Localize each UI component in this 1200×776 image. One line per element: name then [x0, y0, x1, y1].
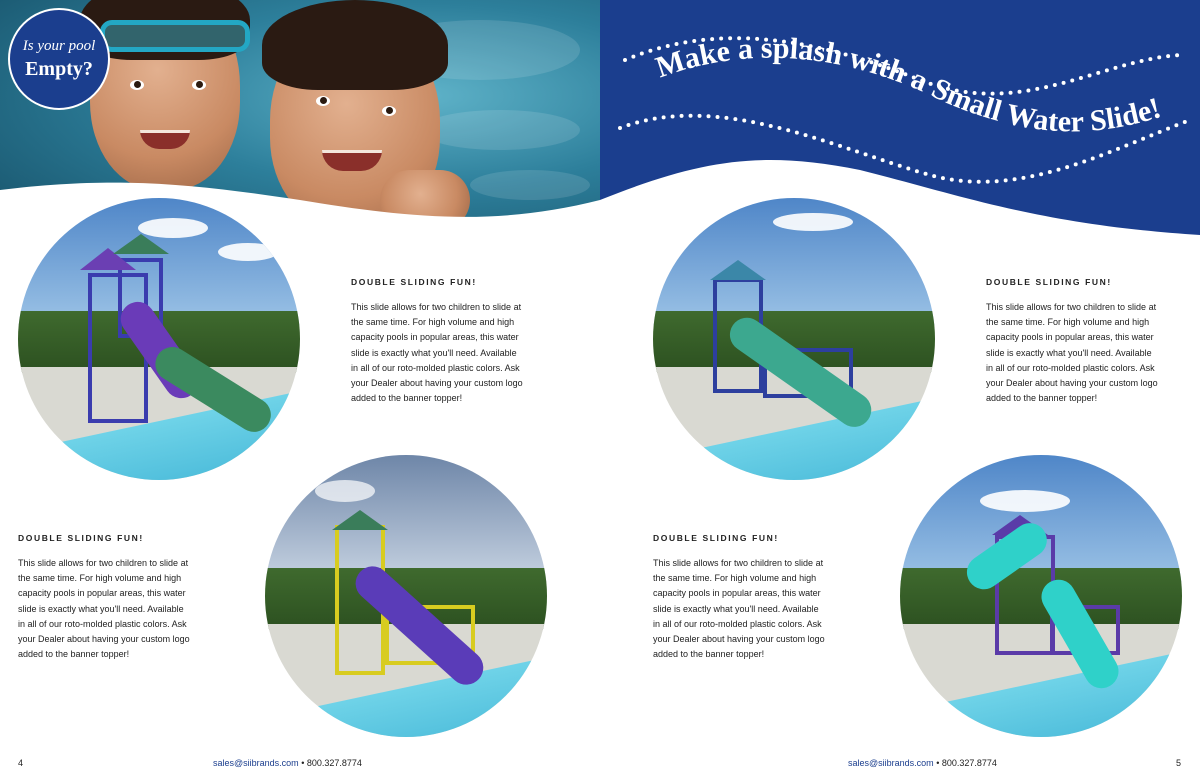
body-line: capacity pools in popular areas, this water	[18, 588, 186, 599]
body-line: capacity pools in popular areas, this water	[653, 588, 821, 599]
badge-line-2: Empty?	[25, 58, 93, 80]
footer-phone[interactable]: 800.327.8774	[941, 758, 997, 768]
body-line: slide is exactly what you'll need. Available	[653, 603, 819, 614]
description-body	[18, 556, 218, 662]
body-line: in all of our roto-molded plastic colors. Ask	[18, 618, 187, 629]
footer-phone[interactable]: 800.327.8774	[306, 758, 362, 768]
body-line: the same time. For high volume and high	[653, 573, 817, 584]
body-line: This slide allows for two children to slide at	[18, 558, 189, 568]
footer-contact-left	[213, 758, 362, 768]
body-line: added to the banner topper!	[18, 649, 130, 660]
page-number-left: 4	[18, 758, 24, 768]
headline-text: Make a splash with a Small Water Slide!	[651, 31, 1165, 139]
page-number-right: 5	[1176, 758, 1182, 768]
body-line: in all of our roto-molded plastic colors. Ask	[653, 618, 822, 629]
body-line: slide is exactly what you'll need. Available	[18, 603, 184, 614]
body-line: This slide allows for two children to slide at	[351, 302, 522, 312]
body-line: slide is exactly what you'll need. Available	[986, 347, 1152, 358]
body-line: the same time. For high volume and high	[351, 317, 515, 328]
footer-email[interactable]: sales@siibrands.com	[213, 758, 299, 768]
badge-line-1: Is your pool	[22, 38, 96, 54]
slide-photo-1	[18, 198, 300, 480]
description-block-1	[351, 277, 551, 406]
description-block-3	[986, 277, 1186, 406]
body-line: capacity pools in popular areas, this water	[986, 332, 1154, 343]
body-line: your Dealer about having your custom logo	[351, 378, 523, 389]
description-body	[986, 300, 1186, 406]
body-line: the same time. For high volume and high	[986, 317, 1150, 328]
footer-separator: •	[301, 758, 305, 768]
headline	[652, 32, 1165, 139]
description-heading: DOUBLE SLIDING FUN!	[653, 533, 779, 543]
body-line: the same time. For high volume and high	[18, 573, 182, 584]
slide-photo-3	[653, 198, 935, 480]
description-heading: DOUBLE SLIDING FUN!	[986, 277, 1112, 287]
description-block-4	[653, 533, 853, 662]
description-heading: DOUBLE SLIDING FUN!	[18, 533, 144, 543]
body-line: your Dealer about having your custom logo	[986, 378, 1158, 389]
empty-pool-badge	[8, 8, 110, 110]
body-line: added to the banner topper!	[986, 393, 1098, 404]
slide-photo-2	[265, 455, 547, 737]
body-line: in all of our roto-molded plastic colors. Ask	[986, 362, 1155, 373]
body-line: your Dealer about having your custom logo	[18, 634, 190, 645]
description-body	[653, 556, 853, 662]
body-line: capacity pools in popular areas, this water	[351, 332, 519, 343]
body-line: slide is exactly what you'll need. Available	[351, 347, 517, 358]
body-line: your Dealer about having your custom logo	[653, 634, 825, 645]
body-line: added to the banner topper!	[653, 649, 765, 660]
body-line: This slide allows for two children to slide at	[986, 302, 1157, 312]
description-block-2	[18, 533, 218, 662]
description-body	[351, 300, 551, 406]
description-heading: DOUBLE SLIDING FUN!	[351, 277, 477, 287]
footer-contact-right	[848, 758, 997, 768]
slide-photo-4	[900, 455, 1182, 737]
footer-separator: •	[936, 758, 940, 768]
body-line: This slide allows for two children to slide at	[653, 558, 824, 568]
body-line: in all of our roto-molded plastic colors. Ask	[351, 362, 520, 373]
footer-email[interactable]: sales@siibrands.com	[848, 758, 934, 768]
body-line: added to the banner topper!	[351, 393, 463, 404]
